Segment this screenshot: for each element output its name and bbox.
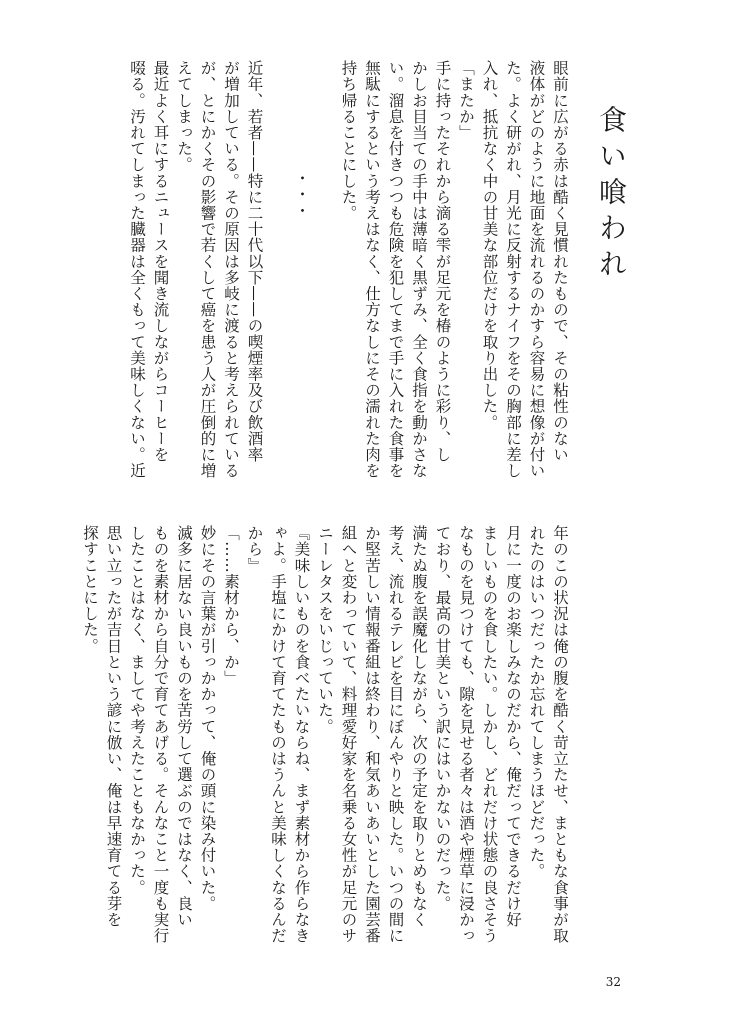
text-line: 最近よく耳にするニュースを聞き流しながらコーヒーを [151, 60, 170, 463]
text-line: 手に持ったそれから滴る雫が足元を椿のように彩り、し [433, 60, 452, 463]
text-line: ものを素材から自分で育てあげる。そんなこと一度も実行 [151, 525, 170, 944]
text-line: 「またか」 [457, 60, 475, 141]
text-line: えてしまった。 [175, 60, 193, 173]
section-break: ・・・ [292, 170, 311, 219]
text-line: ましいものを食したい。しかし、どれだけ状態の良さそう [480, 525, 499, 944]
text-line: したことはなく、ましてや考えたこともなかった。 [128, 525, 146, 896]
chapter-title: 食い喰われ [595, 105, 628, 285]
page-number: 32 [605, 975, 621, 989]
text-line: 無駄にするという考えはなく、仕方なしにその濡れた肉を [363, 60, 381, 479]
text-line: か堅苦しい情報番組は終わり、和気あいあいとした園芸番 [363, 525, 381, 944]
text-line: かしお目当ての手中は薄暗く黒ずみ、全く食指を動かさな [410, 60, 428, 479]
text-line: れたのはいつだったか忘れてしまうほどだった。 [527, 525, 546, 880]
text-line: 「……素材から、か」 [222, 525, 240, 686]
text-line: 滅多に居ない良いものを苦労して選ぶのではなく、良い [175, 525, 193, 928]
text-line: 考え、流れるテレビを目にぼんやりと映した。いつの間に [386, 525, 405, 944]
text-line: 液体がどのように地面を流れるのかすら容易に想像が付い [527, 60, 546, 479]
text-line: 月に一度のお楽しみなのだから、俺だってできるだけ好 [504, 525, 522, 928]
text-line: 入れ、抵抗なく中の甘美な部位だけを取り出した。 [480, 60, 499, 431]
text-line: 年のこの状況は俺の腹を酷く苛立たせ、まともな食事が取 [551, 525, 569, 944]
text-line: 近年、若者——特に二十代以下——の喫煙率及び飲酒率 [245, 60, 264, 463]
blank-line [266, 60, 290, 490]
text-line: が、とにかくその影響で若くして癌を患う人が圧倒的に増 [198, 60, 217, 479]
text-line: た。よく研がれ、月光に反射するナイフをその胸部に差し [504, 60, 522, 479]
text-line: から』 [245, 525, 264, 574]
text-line: 組へと変わっていて、料理愛好家を名乗る女性が足元のサ [339, 525, 358, 944]
text-line: 満たぬ腹を誤魔化しながら、次の予定を取りとめもなく [410, 525, 428, 928]
lower-text-block [78, 525, 572, 955]
text-line: い。溜息を付きつつも危険を犯してまで手に入れた食事を [386, 60, 405, 479]
text-line: ており、最高の甘美という訳にはいかないのだった。 [433, 525, 452, 912]
text-line: 妙にその言葉が引っかかって、俺の頭に染み付いた。 [198, 525, 217, 912]
text-line: ニーレタスをいじっていた。 [316, 525, 334, 735]
text-line: 『美味しいものを食べたいならね、まず素材から作らなき [292, 525, 311, 944]
text-line: 思い立ったが吉日という諺に倣い、俺は早速育てる芽を [104, 525, 123, 928]
text-line: 持ち帰ることにした。 [339, 60, 358, 221]
text-line: ゃよ。手塩にかけて育てたものはうんと美味しくなるんだ [269, 525, 287, 944]
blank-line [313, 60, 337, 490]
text-line: なものを見つけても、隙を見せる者々は酒や煙草に浸かっ [457, 525, 475, 944]
text-line: 眼前に広がる赤は酷く見慣れたもので、その粘性のない [551, 60, 569, 463]
text-line: 啜る。汚れてしまった臓器は全くもって美味しくない。近 [128, 60, 146, 479]
upper-text-block [125, 60, 572, 490]
text-line: 探すことにした。 [81, 525, 99, 654]
text-line: が増加している。その原因は多岐に渡ると考えられている [222, 60, 240, 479]
